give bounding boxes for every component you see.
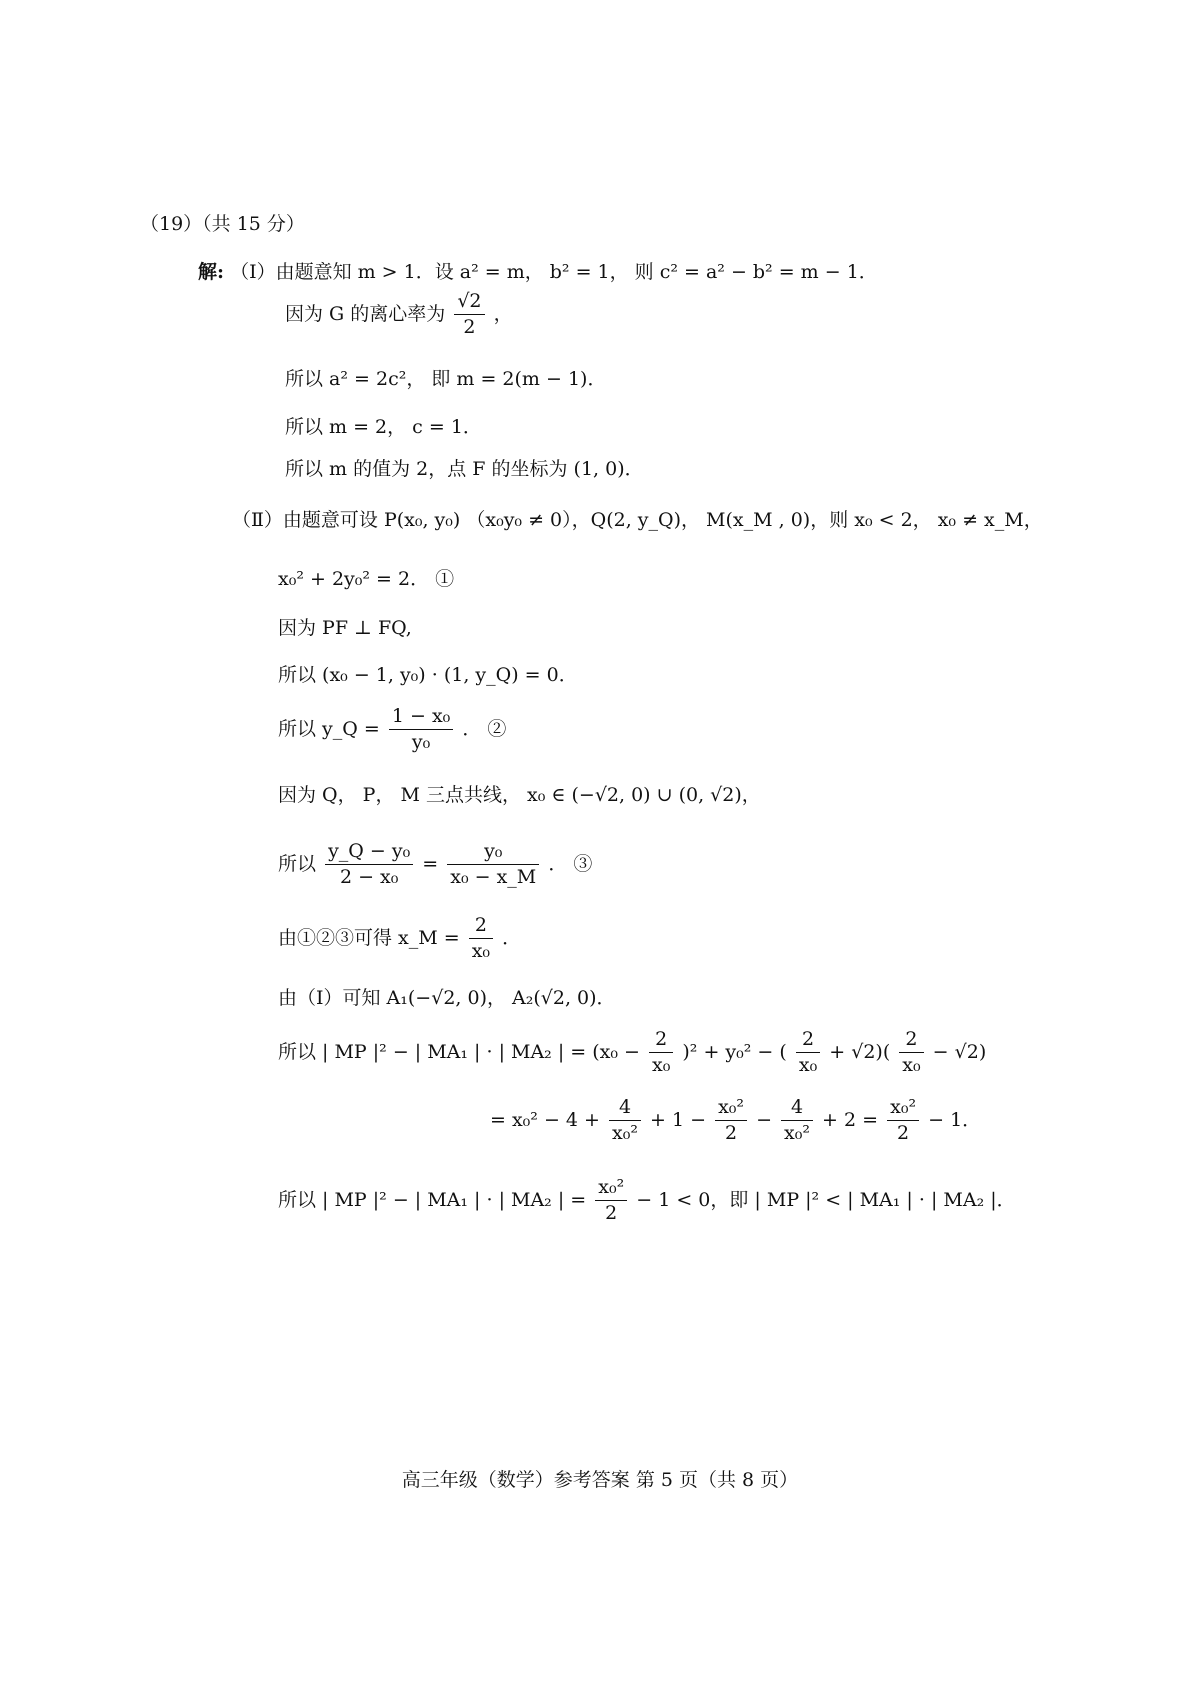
fraction-numerator: 4 bbox=[609, 1098, 641, 1121]
fraction-denominator: x₀ bbox=[652, 1054, 671, 1076]
fraction-2 bbox=[796, 1030, 820, 1075]
part2-line7 bbox=[278, 842, 592, 887]
yq-fraction bbox=[389, 707, 453, 752]
part2-line12-pre: 所以 | MP |² − | MA₁ | · | MA₂ | = bbox=[278, 1189, 587, 1211]
part2-line11-post: − 1． bbox=[928, 1109, 982, 1131]
part2-line6: 因为 Q， P， M 三点共线， x₀ ∈ (−√2, 0) ∪ (0, √2)， bbox=[278, 784, 761, 806]
part2-line8-pre: 由①②③可得 x_M = bbox=[278, 927, 460, 949]
part2-line9: 由（Ⅰ）可知 A₁(−√2, 0)， A₂(√2, 0)． bbox=[278, 987, 616, 1009]
part2-line5 bbox=[278, 707, 506, 752]
fraction-numerator: x₀² bbox=[595, 1178, 627, 1201]
fraction-numerator: y₀ bbox=[447, 842, 539, 865]
fraction-numerator: 2 bbox=[796, 1030, 820, 1053]
fraction-numerator: √2 bbox=[454, 292, 484, 315]
fraction-denominator: x₀ bbox=[902, 1054, 921, 1076]
problem-header: （19）（共 15 分） bbox=[140, 213, 305, 235]
fraction-denominator: 2 bbox=[725, 1122, 738, 1144]
part2-line11-mid1: + 1 − bbox=[650, 1109, 707, 1131]
fraction-1 bbox=[649, 1030, 673, 1075]
part2-line1: （Ⅱ）由题意可设 P(x₀, y₀) （x₀y₀ ≠ 0），Q(2, y_Q)， M(x_M , 0)，则 x₀ < 2， x₀ ≠ x_M， bbox=[232, 509, 1043, 531]
part2-line10-mid1: )² + y₀² − ( bbox=[682, 1041, 787, 1063]
equals-sign: = bbox=[422, 853, 439, 875]
fraction-4 bbox=[887, 1098, 919, 1143]
part2-line4: 所以 (x₀ − 1, y₀) · (1, y_Q) = 0． bbox=[278, 664, 578, 686]
part1-line4: 所以 m = 2， c = 1． bbox=[285, 416, 482, 438]
fraction-denominator: 2 bbox=[605, 1202, 618, 1224]
part1-line1-text: （Ⅰ）由题意知 m > 1．设 a² = m， b² = 1， 则 c² = a² − b² = m − 1． bbox=[230, 260, 878, 283]
part2-line10-mid2: + √2)( bbox=[829, 1041, 891, 1063]
part2-line8-post: ． bbox=[502, 927, 522, 949]
solution-label: 解: bbox=[198, 260, 225, 283]
fraction-denominator: x₀² bbox=[784, 1122, 810, 1144]
part1-line1 bbox=[198, 262, 878, 282]
fraction-denominator: x₀ − x_M bbox=[450, 866, 537, 888]
fraction-denominator: 2 bbox=[897, 1122, 910, 1144]
fraction-numerator: y_Q − y₀ bbox=[325, 842, 413, 865]
part2-line5-post: ． ② bbox=[462, 718, 507, 740]
part2-line12-post: − 1 < 0，即 | MP |² < | MA₁ | · | MA₂ |． bbox=[636, 1189, 1016, 1211]
page-footer: 高三年级（数学）参考答案 第 5 页（共 8 页） bbox=[401, 1469, 799, 1491]
part2-line11-mid2: − bbox=[756, 1109, 772, 1131]
part1-line5: 所以 m 的值为 2，点 F 的坐标为 (1, 0)． bbox=[285, 458, 644, 480]
part1-line2-pre: 因为 G 的离心率为 bbox=[285, 303, 446, 325]
part2-line10-pre: 所以 | MP |² − | MA₁ | · | MA₂ | = (x₀ − bbox=[278, 1041, 640, 1063]
fraction-denominator: y₀ bbox=[411, 731, 431, 753]
eccentricity-fraction bbox=[454, 292, 484, 337]
part2-line10-post: − √2) bbox=[932, 1041, 987, 1063]
part2-line10 bbox=[278, 1030, 986, 1075]
fraction-denominator: 2 − x₀ bbox=[339, 866, 399, 888]
slope-fraction-left bbox=[325, 842, 413, 887]
fraction-3 bbox=[899, 1030, 923, 1075]
fraction-2 bbox=[715, 1098, 747, 1143]
part2-line7-post: ． ③ bbox=[548, 853, 593, 875]
part2-line5-pre: 所以 y_Q = bbox=[278, 718, 380, 740]
part2-line11-mid3: + 2 = bbox=[822, 1109, 879, 1131]
fraction-numerator: 2 bbox=[649, 1030, 673, 1053]
slope-fraction-right bbox=[447, 842, 539, 887]
fraction-denominator: x₀ bbox=[471, 940, 491, 962]
fraction-1 bbox=[595, 1178, 627, 1223]
fraction-numerator: 2 bbox=[899, 1030, 923, 1053]
fraction-numerator: x₀² bbox=[715, 1098, 747, 1121]
part2-line11-pre: = x₀² − 4 + bbox=[490, 1109, 600, 1131]
part1-line2-post: ， bbox=[493, 303, 513, 325]
fraction-numerator: 1 − x₀ bbox=[389, 707, 453, 730]
fraction-denominator: x₀ bbox=[798, 1054, 818, 1076]
fraction-numerator: 2 bbox=[469, 916, 493, 939]
fraction-denominator: x₀² bbox=[612, 1122, 638, 1144]
fraction-denominator: 2 bbox=[463, 316, 476, 338]
part2-line8 bbox=[278, 916, 521, 961]
fraction-3 bbox=[781, 1098, 813, 1143]
fraction-1 bbox=[609, 1098, 641, 1143]
part2-line2: x₀² + 2y₀² = 2． ① bbox=[278, 568, 455, 590]
part2-line3: 因为 PF ⊥ FQ, bbox=[278, 617, 412, 639]
part2-line12 bbox=[278, 1178, 1016, 1223]
part2-line7-pre: 所以 bbox=[278, 853, 317, 875]
part1-line2 bbox=[285, 292, 513, 337]
fraction-numerator: x₀² bbox=[887, 1098, 919, 1121]
fraction-numerator: 4 bbox=[781, 1098, 813, 1121]
xm-fraction bbox=[469, 916, 493, 961]
part1-line3: 所以 a² = 2c²， 即 m = 2(m − 1)． bbox=[285, 368, 607, 390]
part2-line11 bbox=[490, 1098, 981, 1143]
